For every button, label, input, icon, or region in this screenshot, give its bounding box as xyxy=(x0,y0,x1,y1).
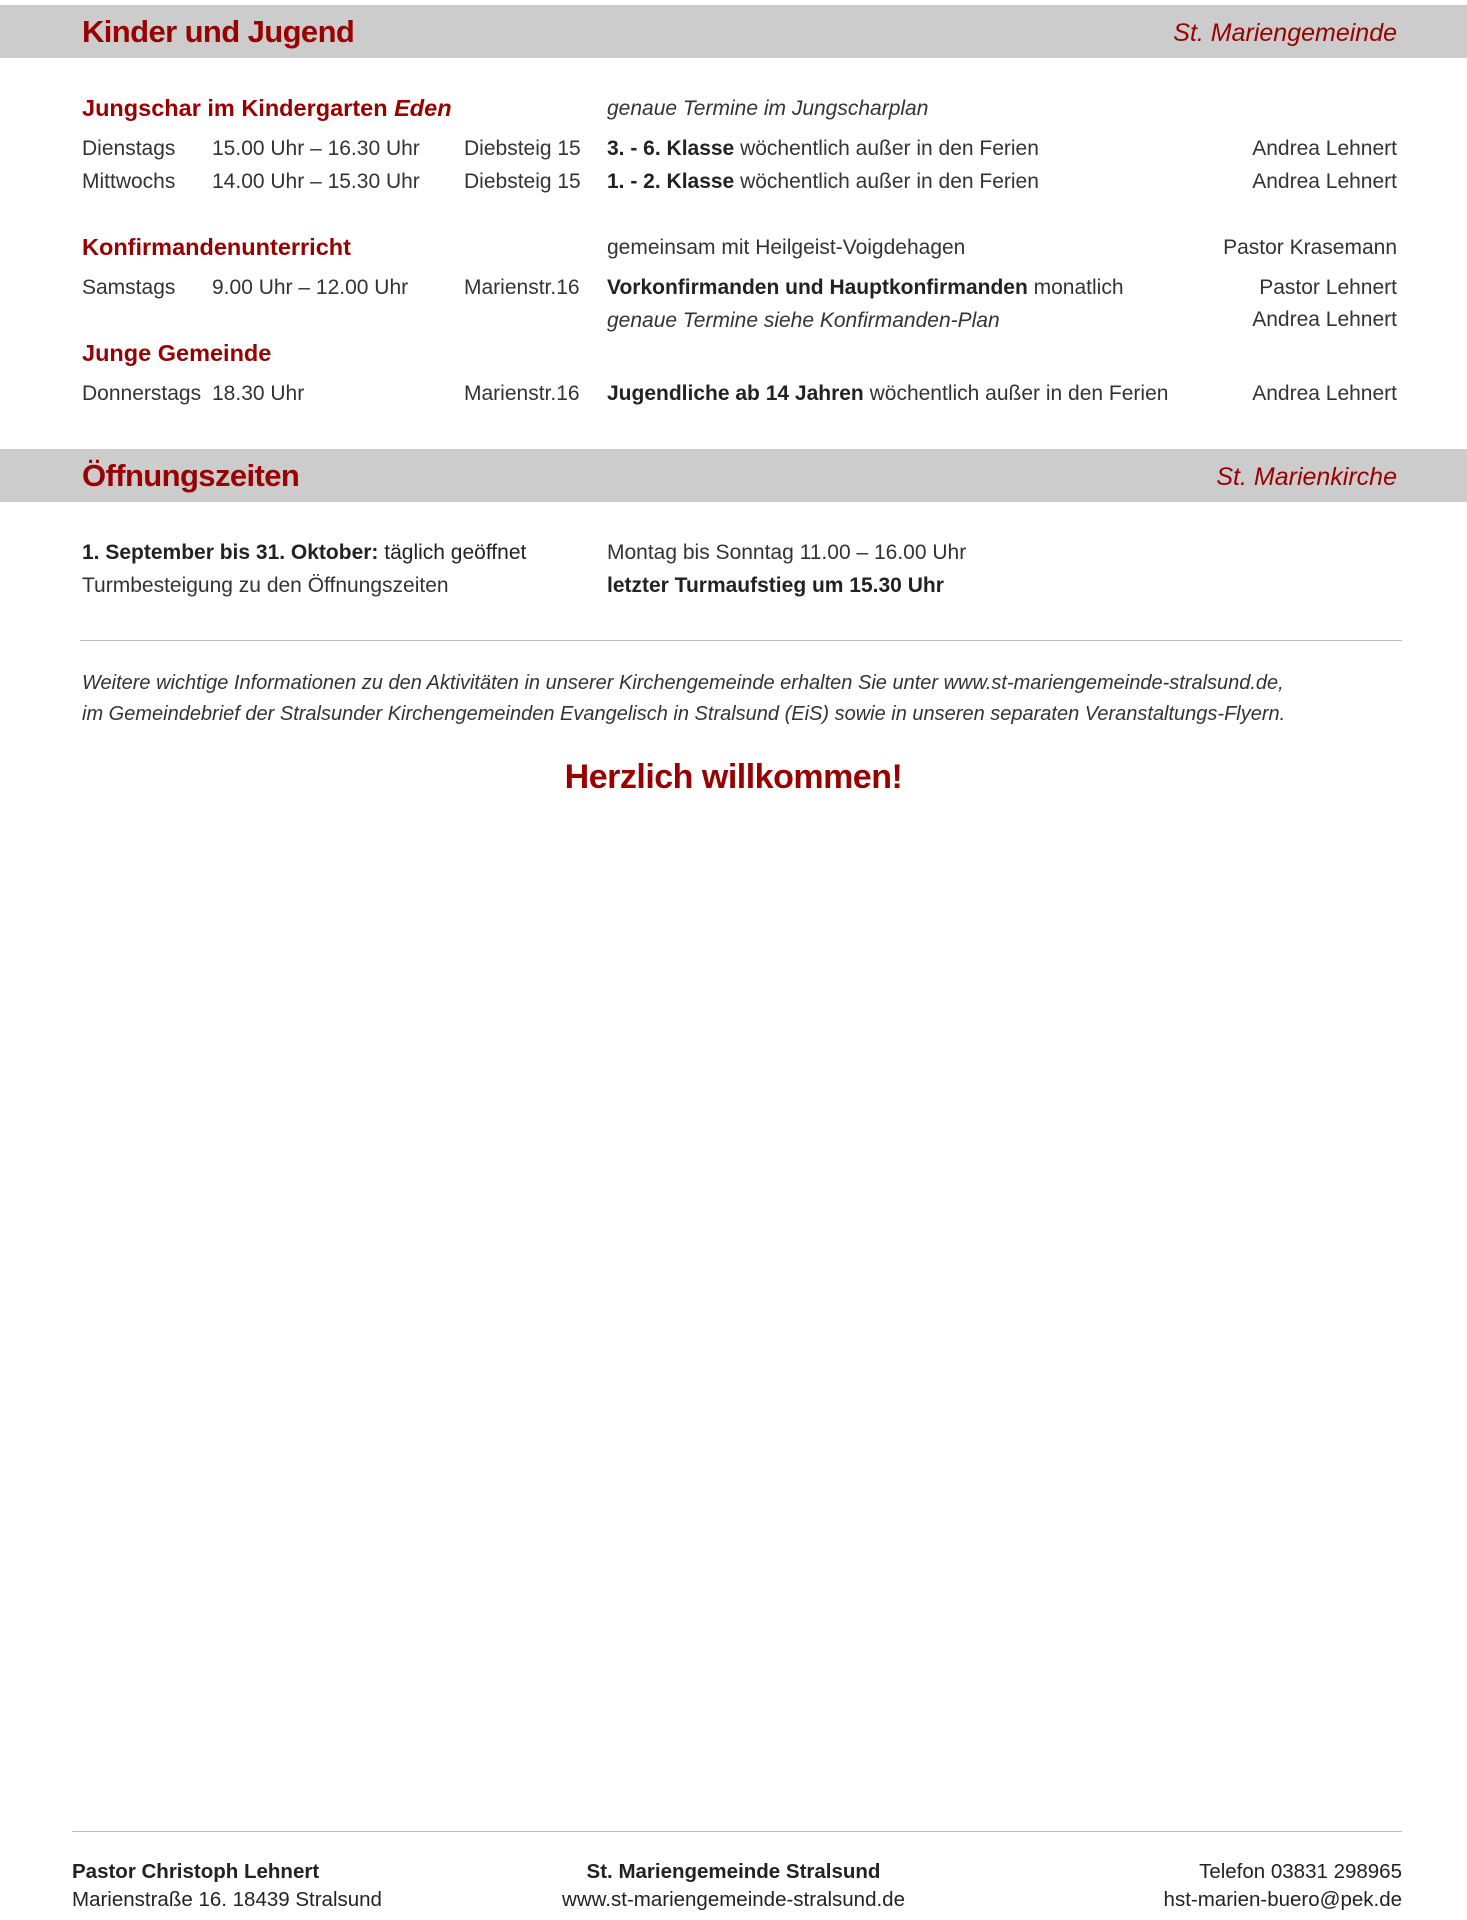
group: 3. - 6. Klasse xyxy=(607,137,735,160)
section-header-kinder-und-jugend xyxy=(0,5,1467,58)
place: Marienstr.16 xyxy=(464,276,580,299)
section-title: Öffnungszeiten xyxy=(82,458,300,493)
leader: Pastor Lehnert xyxy=(1259,276,1397,299)
leader: Andrea Lehnert xyxy=(1252,170,1397,193)
parish-name: St. Mariengemeinde xyxy=(1173,19,1397,47)
footer-divider xyxy=(72,1831,1402,1832)
time: 15.00 Uhr – 16.30 Uhr xyxy=(212,137,420,160)
place: Diebsteig 15 xyxy=(464,137,581,160)
footer-parish-name: St. Mariengemeinde Stralsund xyxy=(586,1860,881,1883)
period: 1. September bis 31. Oktober: xyxy=(82,541,379,564)
opening-period xyxy=(82,540,526,566)
opening-hours: Montag bis Sonntag 11.00 – 16.00 Uhr xyxy=(607,541,967,564)
place: Diebsteig 15 xyxy=(464,170,581,193)
description: wöchentlich außer in den Ferien xyxy=(863,382,1169,405)
junge-gemeinde-heading: Junge Gemeinde xyxy=(82,340,272,366)
group-description xyxy=(607,169,1039,195)
tower-climb: Turmbesteigung zu den Öffnungszeiten xyxy=(82,574,449,597)
leader: Andrea Lehnert xyxy=(1252,382,1397,405)
group-description xyxy=(607,136,1039,162)
period-description: täglich geöffnet xyxy=(378,541,527,564)
konfirmanden-note-leader: Pastor Krasemann xyxy=(1223,236,1397,259)
time: 9.00 Uhr – 12.00 Uhr xyxy=(212,276,409,299)
leader: Andrea Lehnert xyxy=(1252,137,1397,160)
day: Donnerstags xyxy=(82,382,202,405)
description: wöchentlich außer in den Ferien xyxy=(734,137,1039,160)
group: Vorkonfirmanden und Hauptkonfirmanden xyxy=(607,276,1028,299)
footer-parish-website: www.st-mariengemeinde-stralsund.de xyxy=(562,1888,905,1911)
jungschar-heading-text: Jungschar im Kindergarten xyxy=(82,95,395,121)
konfirmanden-note: gemeinsam mit Heilgeist-Voigdehagen xyxy=(607,236,966,259)
konfirmanden-plan-note: genaue Termine siehe Konfirmanden-Plan xyxy=(607,309,1000,332)
day: Samstags xyxy=(82,276,176,299)
group: 1. - 2. Klasse xyxy=(607,170,735,193)
konfirmanden-heading: Konfirmandenunterricht xyxy=(82,234,351,260)
welcome-message: Herzlich willkommen! xyxy=(564,758,903,796)
footer-phone: Telefon 03831 298965 xyxy=(1199,1860,1402,1883)
divider xyxy=(80,640,1402,641)
group-description xyxy=(607,381,1168,407)
section-title: Kinder und Jugend xyxy=(82,14,355,49)
description: wöchentlich außer in den Ferien xyxy=(734,170,1039,193)
group: Jugendliche ab 14 Jahren xyxy=(607,382,864,405)
jungschar-heading xyxy=(82,95,452,121)
description: monatlich xyxy=(1027,276,1124,299)
group-description xyxy=(607,275,1124,301)
day: Dienstags xyxy=(82,137,176,160)
jungschar-note: genaue Termine im Jungscharplan xyxy=(607,97,929,120)
info-line-1: Weitere wichtige Informationen zu den Aktivitäten in unserer Kirchengemeinde erhalten Sie unter www.st-mariengemeinde-stralsund.de, xyxy=(82,672,1284,694)
church-name: St. Marienkirche xyxy=(1216,463,1397,491)
footer-pastor-address: Marienstraße 16. 18439 Stralsund xyxy=(72,1888,382,1911)
time: 18.30 Uhr xyxy=(212,382,305,405)
footer-email: hst-marien-buero@pek.de xyxy=(1163,1888,1402,1911)
time: 14.00 Uhr – 15.30 Uhr xyxy=(212,170,420,193)
place: Marienstr.16 xyxy=(464,382,580,405)
day: Mittwochs xyxy=(82,170,176,193)
info-line-2: im Gemeindebrief der Stralsunder Kirchengemeinden Evangelisch in Stralsund (EiS) sowie in unseren separaten Veranstaltungs-Flyern. xyxy=(82,703,1286,725)
last-tower-climb: letzter Turmaufstieg um 15.30 Uhr xyxy=(607,574,944,597)
jungschar-heading-eden: Eden xyxy=(394,95,452,121)
footer-pastor-name: Pastor Christoph Lehnert xyxy=(72,1860,320,1883)
section-header-oeffnungszeiten xyxy=(0,449,1467,502)
konfirmanden-plan-leader: Andrea Lehnert xyxy=(1252,308,1397,331)
